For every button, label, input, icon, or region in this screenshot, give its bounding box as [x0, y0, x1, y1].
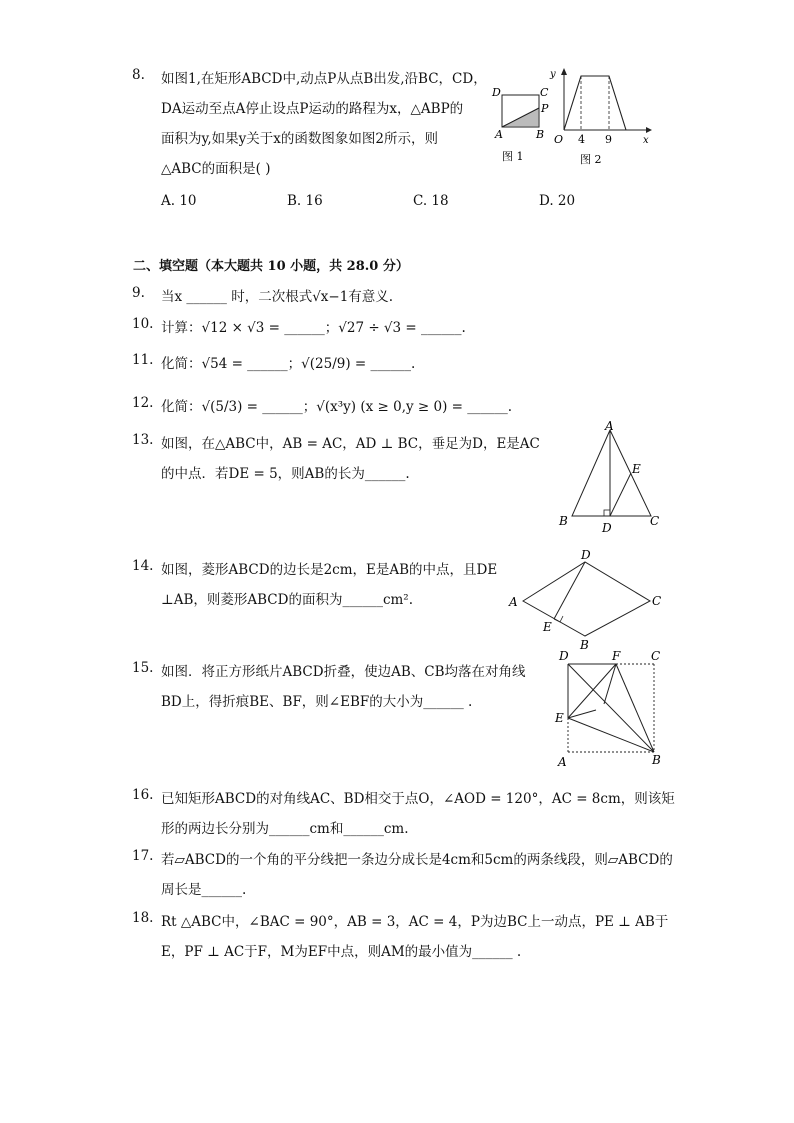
fig13-label-d: D [602, 521, 612, 535]
q8-line-4: △ABC的面积是( ) [161, 161, 271, 177]
q12-line-1: 化简：√(5/3) = ______；√(x³y) (x ≥ 0,y ≥ 0) = ______. [161, 399, 513, 415]
q13-figure [555, 420, 665, 540]
fig1-label-p: P [541, 102, 549, 115]
q8-line-3: 面积为y,如果y关于x的函数图象如图2所示，则 [161, 131, 438, 147]
q17-line-2: 周长是______. [161, 882, 247, 898]
q14-number: 14. [132, 558, 154, 574]
section-title: 二、填空题（本大题共 10 小题，共 28.0 分） [133, 259, 409, 274]
fig14-label-a: A [509, 595, 518, 609]
q9-line-1: 当x ______ 时，二次根式√x−1有意义. [161, 289, 394, 305]
q17-line-1: 若▱ABCD的一个角的平分线把一条边分成长是4cm和5cm的两条线段，则▱ABCD的 [161, 852, 673, 868]
q8-option-c[interactable]: C. 18 [413, 193, 449, 209]
q8-line-1: 如图1,在矩形ABCD中,动点P从点B出发,沿BC，CD， [161, 71, 487, 87]
q14-line-2: ⊥AB，则菱形ABCD的面积为______cm². [161, 592, 414, 608]
fig15-label-e: E [555, 711, 564, 725]
q8-line-2: DA运动至点A停止设点P运动的路程为x，△ABP的 [161, 101, 464, 117]
fig13-label-e: E [632, 462, 641, 476]
fig15-label-f: F [612, 649, 621, 663]
q8-option-b[interactable]: B. 16 [287, 193, 323, 209]
fig2-tick-9: 9 [605, 133, 612, 146]
q11-line-1: 化简：√54 = ______；√(25/9) = ______. [161, 356, 416, 372]
fig2-label-o: O [554, 133, 564, 146]
fig1-label-d: D [492, 86, 501, 99]
q17-number: 17. [132, 848, 154, 864]
q15-figure [550, 648, 670, 773]
fig14-label-c: C [652, 594, 662, 608]
q14-line-1: 如图，菱形ABCD的边长是2cm，E是AB的中点，且DE [161, 562, 498, 578]
q12-number: 12. [132, 395, 154, 411]
q10-line-1: 计算：√12 × √3 = ______；√27 ÷ √3 = ______. [161, 320, 466, 336]
fig2-label-x: x [643, 135, 649, 146]
fig13-label-c: C [650, 514, 660, 528]
q13-number: 13. [132, 432, 154, 448]
fig15-label-d: D [559, 649, 569, 663]
fig2-caption: 图 2 [580, 153, 602, 166]
q8-figure-2 [546, 65, 656, 170]
q18-line-1: Rt △ABC中，∠BAC = 90°，AB = 3，AC = 4，P为边BC上一动点，PE ⊥ AB于 [161, 914, 669, 930]
q9-number: 9. [132, 285, 145, 301]
fig14-label-e: E [543, 620, 552, 634]
q8-option-a[interactable]: A. 10 [161, 193, 197, 209]
q8-number: 8. [132, 67, 145, 83]
q15-number: 15. [132, 660, 154, 676]
fig13-label-a: A [605, 420, 614, 433]
q10-number: 10. [132, 316, 154, 332]
fig15-label-b: B [652, 753, 661, 767]
q13-line-1: 如图，在△ABC中，AB = AC，AD ⊥ BC，垂足为D，E是AC [161, 436, 540, 452]
q14-figure [505, 545, 665, 650]
fig14-label-b: B [580, 638, 589, 650]
fig14-label-d: D [581, 548, 591, 562]
fig1-caption: 图 1 [502, 150, 524, 163]
q16-line-2: 形的两边长分别为______cm和______cm. [161, 821, 409, 837]
q15-line-1: 如图．将正方形纸片ABCD折叠，使边AB、CB均落在对角线 [161, 664, 526, 680]
fig2-tick-4: 4 [578, 133, 585, 146]
q8-option-d[interactable]: D. 20 [539, 193, 576, 209]
fig2-label-y: y [550, 69, 556, 80]
q16-number: 16. [132, 787, 154, 803]
q11-number: 11. [132, 352, 154, 368]
fig1-label-b: B [536, 128, 545, 141]
q16-line-1: 已知矩形ABCD的对角线AC、BD相交于点O，∠AOD = 120°，AC = 8cm，则该矩 [161, 791, 675, 807]
fig13-label-b: B [559, 514, 568, 528]
fig15-label-c: C [651, 649, 661, 663]
fig1-label-c: C [540, 86, 549, 99]
q15-line-2: BD上，得折痕BE、BF，则∠EBF的大小为______ . [161, 694, 473, 710]
q18-number: 18. [132, 910, 154, 926]
q13-line-2: 的中点．若DE = 5，则AB的长为______. [161, 466, 410, 482]
fig1-label-a: A [495, 128, 503, 141]
q18-line-2: E，PF ⊥ AC于F，M为EF中点，则AM的最小值为______ . [161, 944, 522, 960]
fig15-label-a: A [558, 755, 567, 769]
